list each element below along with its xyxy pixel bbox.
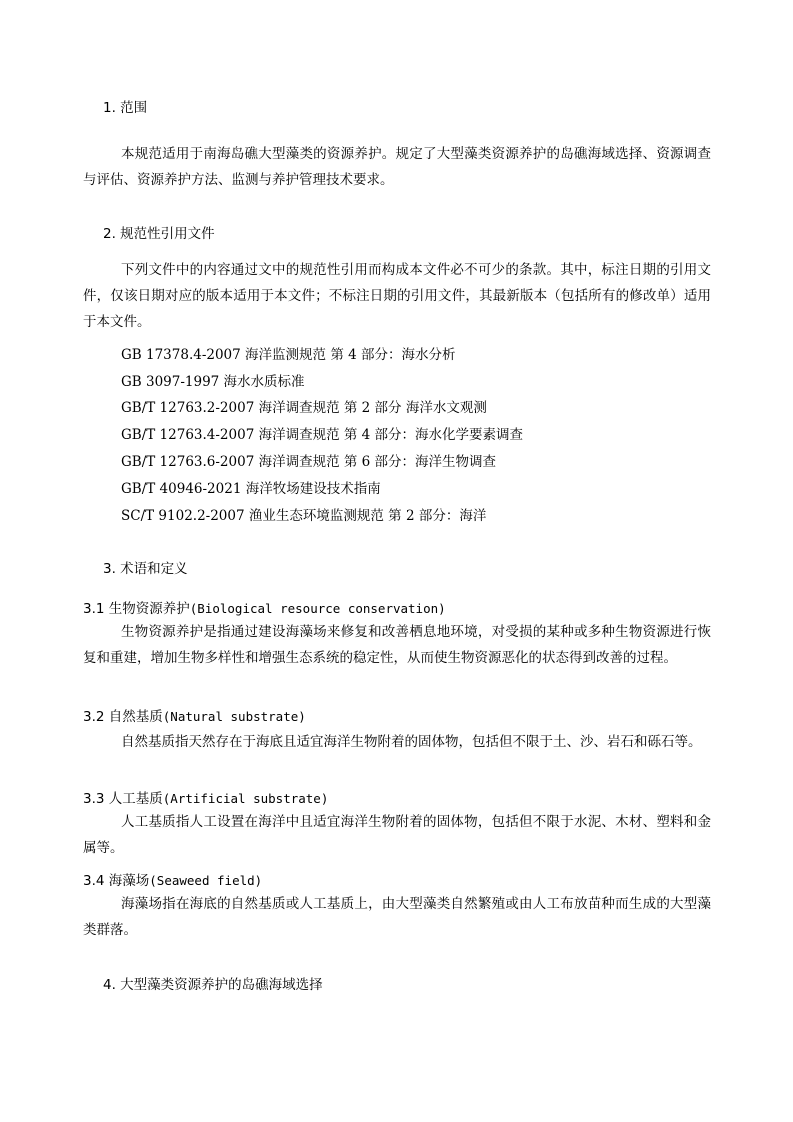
- section-1-paragraph: 本规范适用于南海岛礁大型藻类的资源养护。规定了大型藻类资源养护的岛礁海域选择、资源调查与评估、资源养护方法、监测与养护管理技术要求。: [83, 146, 711, 188]
- section-3-heading: 3. 术语和定义: [103, 561, 188, 577]
- term-english: (Artificial substrate): [162, 791, 329, 806]
- term-number: 3.1: [83, 601, 105, 617]
- term-english: (Biological resource conservation): [189, 601, 446, 616]
- reference-item: GB/T 40946-2021 海洋牧场建设技术指南: [121, 481, 381, 497]
- section-2-paragraph: 下列文件中的内容通过文中的规范性引用而构成本文件必不可少的条款。其中，标注日期的引用文件，仅该日期对应的版本适用于本文件；不标注日期的引用文件，其最新版本（包括所有的修改单）适用于本文件。: [83, 262, 711, 330]
- reference-item: GB/T 12763.2-2007 海洋调查规范 第 2 部分 海洋水文观测: [121, 400, 487, 416]
- reference-item: GB 17378.4-2007 海洋监测规范 第 4 部分：海水分析: [121, 347, 456, 363]
- term-heading-3-2: [83, 705, 306, 725]
- reference-item: GB 3097-1997 海水水质标准: [121, 374, 305, 390]
- term-heading-3-3: [83, 787, 328, 807]
- section-1-heading: 1. 范围: [103, 100, 148, 116]
- section-4-heading: 4. 大型藻类资源养护的岛礁海域选择: [103, 977, 323, 993]
- term-definition: 生物资源养护是指通过建设海藻场来修复和改善栖息地环境，对受损的某种或多种生物资源进行恢复和重建，增加生物多样性和增强生态系统的稳定性，从而使生物资源恶化的状态得到改善的过程。: [83, 624, 711, 666]
- term-number: 3.2: [83, 709, 105, 725]
- term-name: 海藻场: [108, 873, 150, 889]
- reference-item: SC/T 9102.2-2007 渔业生态环境监测规范 第 2 部分：海洋: [121, 508, 487, 524]
- term-definition: 自然基质指天然存在于海底且适宜海洋生物附着的固体物，包括但不限于土、沙、岩石和砾石等。: [121, 734, 702, 750]
- term-english: (Natural substrate): [162, 709, 306, 724]
- term-number: 3.4: [83, 873, 105, 889]
- term-definition: 人工基质指人工设置在海洋中且适宜海洋生物附着的固体物，包括但不限于水泥、木材、塑料和金属等。: [83, 814, 711, 856]
- term-definition: 海藻场指在海底的自然基质或人工基质上，由大型藻类自然繁殖或由人工布放苗种而生成的大型藻类群落。: [83, 896, 711, 938]
- term-number: 3.3: [83, 791, 105, 807]
- term-name: 自然基质: [108, 709, 163, 725]
- term-english: (Seaweed field): [149, 873, 263, 888]
- reference-item: GB/T 12763.4-2007 海洋调查规范 第 4 部分：海水化学要素调查: [121, 427, 524, 443]
- reference-item: GB/T 12763.6-2007 海洋调查规范 第 6 部分：海洋生物调查: [121, 454, 497, 470]
- term-heading-3-4: [83, 869, 262, 889]
- section-2-heading: 2. 规范性引用文件: [103, 226, 215, 242]
- term-name: 人工基质: [108, 791, 163, 807]
- term-name: 生物资源养护: [108, 601, 190, 617]
- term-heading-3-1: [83, 597, 446, 617]
